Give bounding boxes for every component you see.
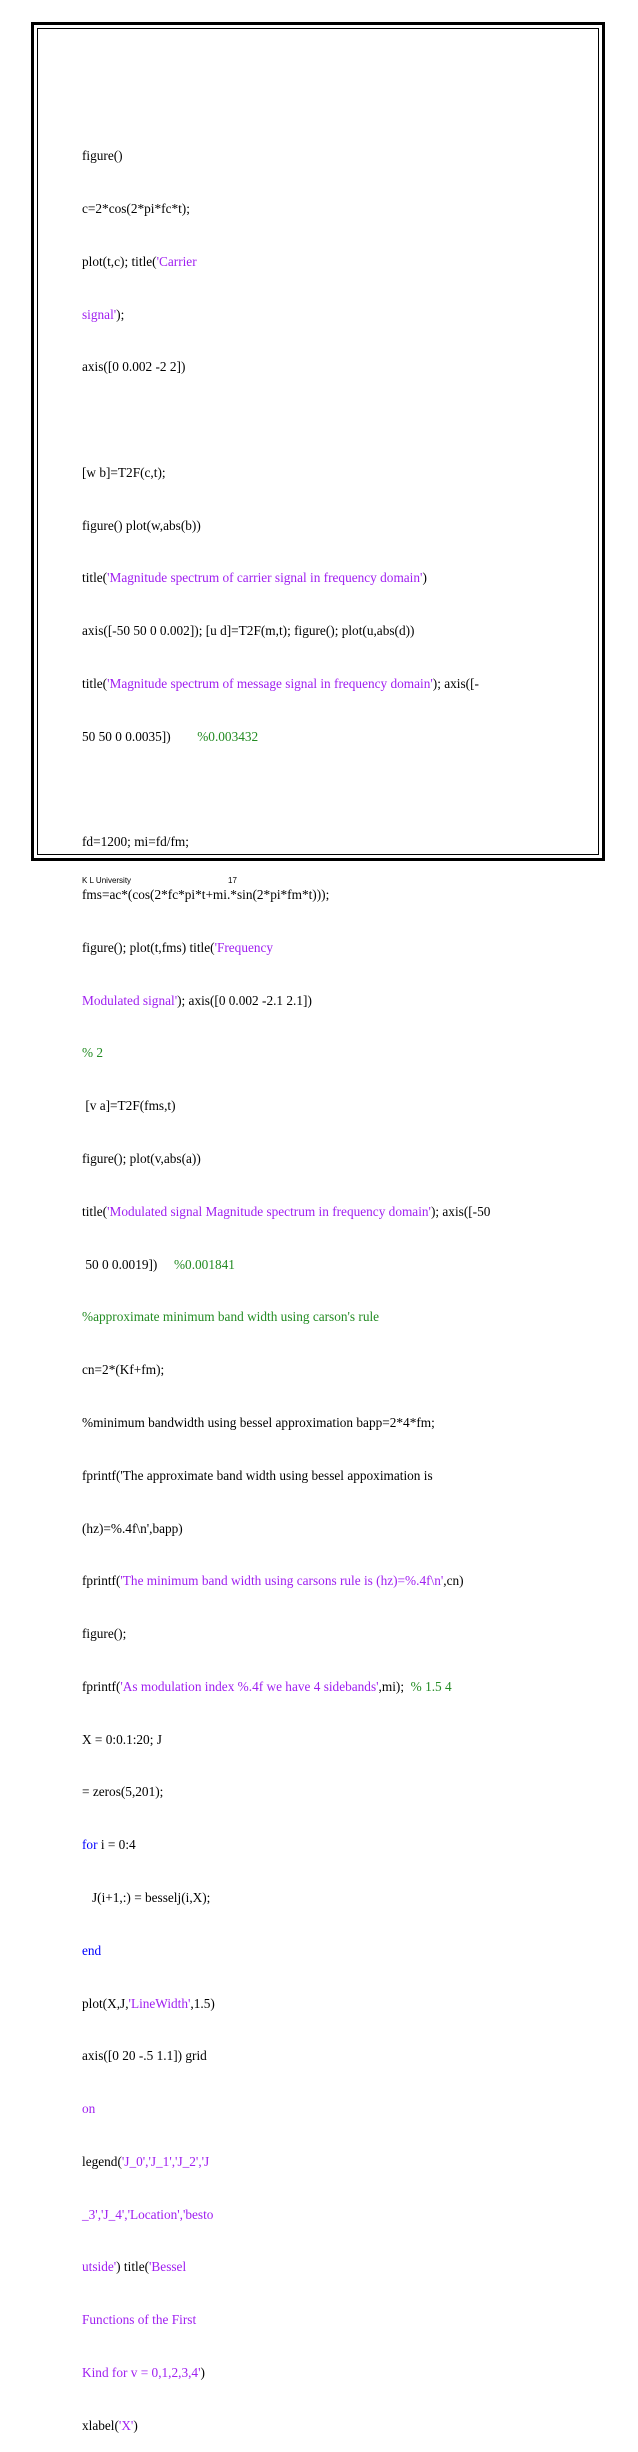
code-string: _3','J_4','Location','besto [82,2206,214,2222]
code-text: ,mi); [378,1678,411,1694]
code-comment: %0.001841 [173,1256,235,1272]
code-line [82,253,542,271]
code-line [82,358,542,376]
code-line [82,2258,542,2276]
code-string: 'Frequency [214,939,274,955]
code-line [82,1203,542,1221]
code-text: title( [82,570,108,586]
code-text: 50 0 0.0019]) [82,1256,174,1272]
code-text: i = 0:4 [97,1837,136,1853]
code-comment: %approximate minimum band width using carson's rule [82,1309,380,1325]
code-text: fprintf( [82,1467,121,1483]
code-line [82,1414,542,1432]
code-string: 'Carrier [156,253,197,269]
code-line [82,569,542,587]
code-line [82,1256,542,1274]
code-line [82,1889,542,1907]
code-text: ) title( [116,2259,150,2275]
code-line [82,1308,542,1326]
code-text: title( [82,1203,108,1219]
code-line [82,1572,542,1590]
code-text: title( [82,676,108,691]
code-line [82,147,542,165]
code-line [82,2153,542,2171]
code-text: = zeros(5,201); [82,1784,164,1800]
code-text: ,cn) [443,1573,464,1589]
code-line [82,2100,542,2118]
code-text: axis([-50 50 0 0.002]); [u d]=T2F(m,t); figure(); plot(u,abs(d)) [82,623,415,639]
footer-page-number: 17 [228,876,237,885]
code-line [82,1520,542,1538]
code-string: 'X' [118,2417,134,2433]
code-string: 'LineWidth' [128,1995,191,2011]
code-string: 'Modulated signal Magnitude spectrum in frequency domain' [107,1203,431,1219]
code-line [82,675,542,693]
code-line [82,2047,542,2065]
code-text: (hz)=%.4f\n' [82,1520,150,1536]
code-text: %minimum bandwidth using bessel approximation bapp=2*4*fm; [82,1414,435,1430]
code-line [82,1995,542,2013]
code-text: figure() plot(w,abs(b)) [82,517,201,533]
code-line [82,1731,542,1749]
code-text: J(i+1,:) = besselj(i,X); [82,1889,211,1905]
code-line [82,1467,542,1485]
code-text: figure(); plot(v,abs(a)) [82,1151,201,1167]
code-line [82,939,542,957]
code-text: fprintf( [82,1573,121,1589]
code-line [82,2206,542,2224]
code-text: figure(); plot(t,fms) title( [82,939,215,955]
code-text: ) [133,2417,138,2433]
code-text: figure(); [82,1626,127,1642]
code-text: axis([0 0.002 -2 2]) [82,359,186,375]
code-line [82,1836,542,1854]
code-string: 'Magnitude spectrum of message signal in frequency domain' [107,676,433,691]
code-string: 'As modulation index %.4f we have 4 sidebands' [120,1678,379,1694]
code-string: 'Bessel [149,2259,187,2275]
code-line [82,1097,542,1115]
code-string: signal' [82,306,117,322]
code-line [82,1625,542,1643]
code-text: [v a]=T2F(fms,t) [82,1098,176,1114]
code-text: ); axis([0 0.002 -2.1 2.1]) [177,992,312,1008]
code-text: xlabel( [82,2417,119,2433]
code-text: ) [200,2365,205,2380]
code-line [82,2311,542,2329]
code-text: fprintf( [82,1678,121,1694]
code-string: 'The minimum band width using carsons rule is (hz)=%.4f\n' [120,1573,444,1589]
code-string: Functions of the First [82,2312,197,2328]
matlab-code-block [82,112,542,2452]
code-string: on [82,2101,96,2117]
blank-line [82,411,542,429]
code-line [82,728,542,746]
code-text: legend( [82,2153,122,2169]
code-line [82,1942,542,1960]
code-line [82,517,542,535]
code-comment: % 2 [82,1045,104,1061]
code-line [82,1783,542,1801]
code-line [82,1044,542,1062]
code-text: ,bapp) [149,1520,183,1536]
code-text: axis([0 20 -.5 1.1]) grid [82,2048,207,2064]
code-line [82,992,542,1010]
code-text: c=2*cos(2*pi*fc*t); [82,200,190,216]
code-text: cn=2*(Kf+fm); [82,1362,165,1378]
code-line [82,2364,542,2382]
code-string: 'Magnitude spectrum of carrier signal in frequency domain' [107,570,423,586]
code-text: ) [422,570,427,586]
code-line [82,886,542,904]
code-text: 50 50 0 0.0035]) [82,728,198,744]
footer-university: K L University [82,876,132,885]
code-text: 'The approximate band width using bessel appoximation is [120,1467,433,1483]
code-line [82,1150,542,1168]
code-keyword: for [82,1837,98,1853]
code-text: fms=ac*(cos(2*fc*pi*t+mi.*sin(2*pi*fm*t))); [82,887,330,903]
code-text: [w b]=T2F(c,t); [82,464,166,480]
code-line [82,306,542,324]
code-keyword: end [82,1942,102,1958]
code-string: utside' [82,2259,117,2275]
code-line [82,1678,542,1696]
code-string: Modulated signal' [82,992,178,1008]
code-line [82,464,542,482]
code-line [82,2417,542,2435]
code-line [82,1361,542,1379]
code-text: fd=1200; mi=fd/fm; [82,834,189,850]
code-text: ); [116,306,125,322]
code-text: ); axis([-50 [430,1203,491,1219]
code-text: ,1.5) [190,1995,215,2011]
code-line [82,833,542,851]
code-comment: %0.003432 [197,728,259,744]
code-text: plot(X,J, [82,1995,129,2011]
code-text: ); axis([- [432,676,479,691]
code-line [82,622,542,640]
code-string: Kind for v = 0,1,2,3,4' [82,2365,201,2380]
code-text: X = 0:0.1:20; J [82,1731,162,1747]
code-text: figure() [82,148,123,164]
code-line [82,200,542,218]
code-text: plot(t,c); title( [82,253,157,269]
blank-line [82,781,542,799]
code-comment: % 1.5 4 [410,1678,452,1694]
code-string: 'J_0','J_1','J_2','J [121,2153,210,2169]
